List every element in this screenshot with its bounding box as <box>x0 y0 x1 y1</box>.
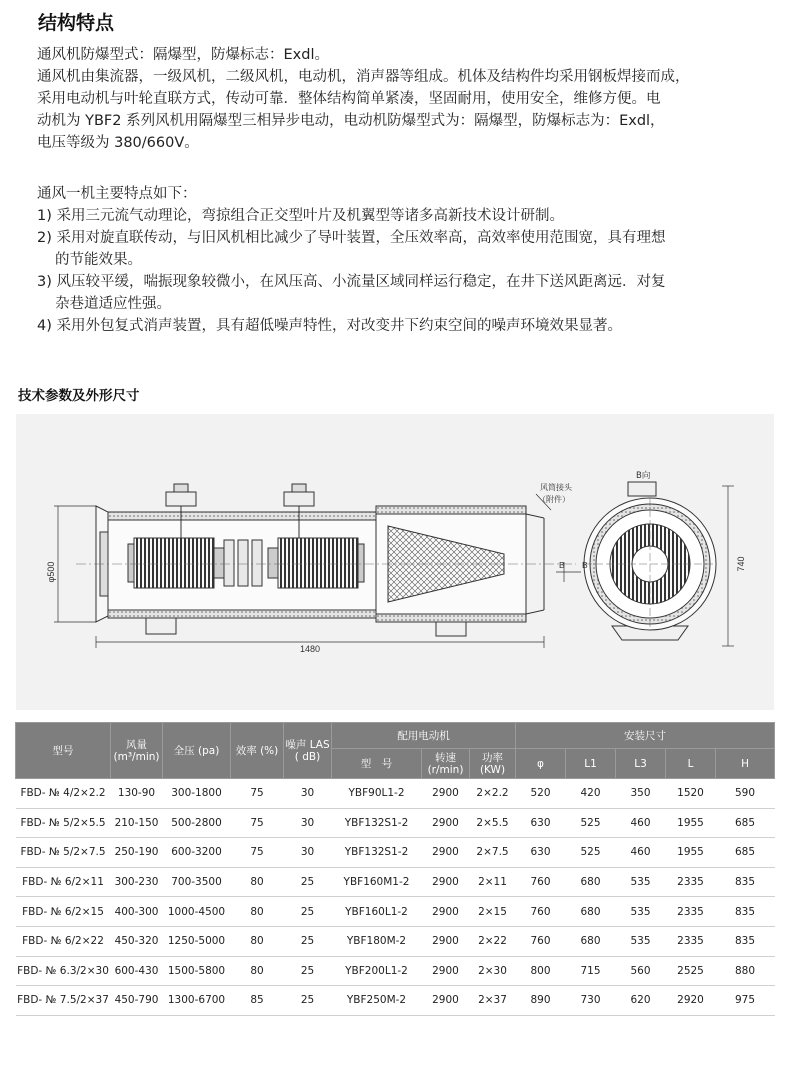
cell-l3: 535 <box>616 897 666 927</box>
cell-noise: 30 <box>284 838 332 868</box>
cell-speed: 2900 <box>422 956 470 986</box>
cell-l1: 715 <box>566 956 616 986</box>
impellers <box>224 540 262 586</box>
cell-model: FBD- № 6/2×22 <box>16 926 111 956</box>
intro-line: 动机为 YBF2 系列风机用隔爆型三相异步电动，电动机防爆型式为：隔爆型，防爆标志为：Exdl， <box>37 113 665 129</box>
cell-pressure: 1500-5800 <box>163 956 231 986</box>
cell-noise: 25 <box>284 956 332 986</box>
feature-item-line: 4) 采用外包复式消声装置，具有超低噪声特性，对改变井下约束空间的噪声环境效果显著。 <box>37 318 622 334</box>
cell-power: 2×5.5 <box>470 808 516 838</box>
cell-noise: 30 <box>284 779 332 809</box>
cell-power: 2×15 <box>470 897 516 927</box>
cell-motor-model: YBF160M1-2 <box>332 867 422 897</box>
cell-h: 590 <box>716 779 775 809</box>
cell-pressure: 600-3200 <box>163 838 231 868</box>
table-row <box>16 867 775 897</box>
cell-h: 975 <box>716 986 775 1016</box>
front-view <box>584 482 716 640</box>
cell-motor-model: YBF160L1-2 <box>332 897 422 927</box>
spec-table-body <box>16 779 775 1016</box>
spec-table <box>15 722 775 1016</box>
col-noise <box>284 723 332 779</box>
cell-pressure: 1000-4500 <box>163 897 231 927</box>
tech-params-title: 技术参数及外形尺寸 <box>18 388 140 404</box>
col-power <box>470 749 516 779</box>
cell-l3: 460 <box>616 838 666 868</box>
cell-motor-model: YBF250M-2 <box>332 986 422 1016</box>
cell-power: 2×22 <box>470 926 516 956</box>
cell-flow: 450-320 <box>111 926 163 956</box>
cell-flow: 600-430 <box>111 956 163 986</box>
feature-item-line: 的节能效果。 <box>55 252 142 268</box>
fan-technical-drawing <box>16 414 774 710</box>
feature-item-line: 3) 风压较平缓，喘振现象较微小，在风压高、小流量区域同样运行稳定，在井下送风距离远．对复 <box>37 274 666 290</box>
col-h: H <box>716 749 775 779</box>
cell-flow: 300-230 <box>111 867 163 897</box>
cell-noise: 25 <box>284 926 332 956</box>
col-speed-label: 转速 <box>435 751 456 764</box>
cell-motor-model: YBF132S1-2 <box>332 808 422 838</box>
cell-l: 2525 <box>666 956 716 986</box>
cell-flow: 250-190 <box>111 838 163 868</box>
connector-sub-label: （附件） <box>538 495 570 504</box>
cell-l1: 420 <box>566 779 616 809</box>
intro-line: 电压等级为 380/660V。 <box>37 135 199 151</box>
col-motor-model: 型 号 <box>332 749 422 779</box>
col-noise-unit: ( dB) <box>294 750 321 763</box>
table-row <box>16 779 775 809</box>
intro-line: 通风机由集流器，一级风机，二级风机，电动机，消声器等组成。机体及结构件均采用钢板焊接而成， <box>37 69 690 85</box>
cell-h: 685 <box>716 808 775 838</box>
feature-item-line: 2) 采用对旋直联传动，与旧风机相比减少了导叶装置，全压效率高，高效率使用范围宽，具有理想 <box>37 230 666 246</box>
cell-l3: 620 <box>616 986 666 1016</box>
height-label: 740 <box>736 556 746 572</box>
cell-h: 835 <box>716 867 775 897</box>
table-row <box>16 838 775 868</box>
cell-flow: 450-790 <box>111 986 163 1016</box>
feature-item-line: 杂巷道适应性强。 <box>55 296 171 312</box>
cell-power: 2×2.2 <box>470 779 516 809</box>
cell-power: 2×11 <box>470 867 516 897</box>
cell-phi: 760 <box>516 867 566 897</box>
col-speed-unit: (r/min) <box>427 763 464 776</box>
cell-l: 2335 <box>666 926 716 956</box>
cell-l: 2920 <box>666 986 716 1016</box>
cell-pressure: 1300-6700 <box>163 986 231 1016</box>
col-power-unit: (KW) <box>479 763 506 776</box>
cell-l: 1955 <box>666 808 716 838</box>
cell-l: 2335 <box>666 867 716 897</box>
cell-speed: 2900 <box>422 926 470 956</box>
cell-noise: 25 <box>284 867 332 897</box>
length-label: 1480 <box>299 644 321 654</box>
cell-efficiency: 80 <box>231 956 284 986</box>
cell-motor-model: YBF180M-2 <box>332 926 422 956</box>
cell-pressure: 300-1800 <box>163 779 231 809</box>
cell-l1: 680 <box>566 867 616 897</box>
col-l1: L1 <box>566 749 616 779</box>
cell-efficiency: 75 <box>231 779 284 809</box>
cell-efficiency: 80 <box>231 926 284 956</box>
cell-model: FBD- № 6/2×11 <box>16 867 111 897</box>
cell-flow: 400-300 <box>111 897 163 927</box>
col-power-label: 功率 <box>482 751 503 764</box>
col-noise-label: 噪声 LAS <box>285 738 330 751</box>
cell-phi: 800 <box>516 956 566 986</box>
cell-l3: 460 <box>616 808 666 838</box>
cell-efficiency: 80 <box>231 897 284 927</box>
cell-phi: 630 <box>516 808 566 838</box>
table-row <box>16 808 775 838</box>
cell-pressure: 500-2800 <box>163 808 231 838</box>
col-model: 型号 <box>16 723 111 779</box>
cell-phi: 520 <box>516 779 566 809</box>
col-flow-unit: (m³/min) <box>113 750 160 763</box>
cell-h: 835 <box>716 897 775 927</box>
view-label: B向 <box>636 471 651 481</box>
cell-phi: 760 <box>516 926 566 956</box>
cell-h: 685 <box>716 838 775 868</box>
features-list <box>37 183 752 337</box>
cell-model: FBD- № 5/2×5.5 <box>16 808 111 838</box>
col-flow <box>111 723 163 779</box>
cell-model: FBD- № 4/2×2.2 <box>16 779 111 809</box>
cell-motor-model: YBF90L1-2 <box>332 779 422 809</box>
intro-paragraph <box>37 44 752 154</box>
cell-l1: 730 <box>566 986 616 1016</box>
col-pressure: 全压 (pa) <box>163 723 231 779</box>
cell-phi: 890 <box>516 986 566 1016</box>
cell-model: FBD- № 5/2×7.5 <box>16 838 111 868</box>
cell-speed: 2900 <box>422 986 470 1016</box>
cell-model: FBD- № 6.3/2×30 <box>16 956 111 986</box>
cell-model: FBD- № 7.5/2×37 <box>16 986 111 1016</box>
cell-l: 1955 <box>666 838 716 868</box>
cell-speed: 2900 <box>422 838 470 868</box>
col-group-install: 安装尺寸 <box>516 723 775 749</box>
cell-l3: 560 <box>616 956 666 986</box>
cell-noise: 25 <box>284 897 332 927</box>
feature-item-line: 1) 采用三元流气动理论，弯掠组合正交型叶片及机翼型等诸多高新技术设计研制。 <box>37 208 564 224</box>
table-row <box>16 986 775 1016</box>
connector-label: 风筒接头 <box>540 483 572 492</box>
table-row <box>16 956 775 986</box>
col-flow-label: 风量 <box>126 738 147 751</box>
cell-h: 880 <box>716 956 775 986</box>
cell-efficiency: 75 <box>231 838 284 868</box>
cell-l1: 680 <box>566 926 616 956</box>
cell-motor-model: YBF132S1-2 <box>332 838 422 868</box>
features-heading: 通风一机主要特点如下： <box>37 186 197 202</box>
cell-speed: 2900 <box>422 779 470 809</box>
col-group-motor: 配用电动机 <box>332 723 516 749</box>
table-row <box>16 897 775 927</box>
cell-speed: 2900 <box>422 897 470 927</box>
table-row <box>16 926 775 956</box>
intro-line: 通风机防爆型式：隔爆型，防爆标志：Exdl。 <box>37 47 329 63</box>
diameter-label: φ500 <box>46 561 56 583</box>
cell-pressure: 1250-5000 <box>163 926 231 956</box>
cell-pressure: 700-3500 <box>163 867 231 897</box>
col-speed <box>422 749 470 779</box>
cell-flow: 210-150 <box>111 808 163 838</box>
cell-speed: 2900 <box>422 867 470 897</box>
cell-model: FBD- № 6/2×15 <box>16 897 111 927</box>
cell-power: 2×37 <box>470 986 516 1016</box>
cell-motor-model: YBF200L1-2 <box>332 956 422 986</box>
cell-noise: 25 <box>284 986 332 1016</box>
cell-l1: 525 <box>566 838 616 868</box>
cell-speed: 2900 <box>422 808 470 838</box>
section-b-label-right: B <box>582 560 588 570</box>
cell-phi: 760 <box>516 897 566 927</box>
cell-l: 2335 <box>666 897 716 927</box>
cell-efficiency: 80 <box>231 867 284 897</box>
col-l3: L3 <box>616 749 666 779</box>
cell-l3: 535 <box>616 926 666 956</box>
cell-h: 835 <box>716 926 775 956</box>
section-b-label: B <box>559 560 565 570</box>
cell-l1: 525 <box>566 808 616 838</box>
cell-noise: 30 <box>284 808 332 838</box>
col-efficiency: 效率 (%) <box>231 723 284 779</box>
section-title: 结构特点 <box>38 12 115 34</box>
col-l: L <box>666 749 716 779</box>
col-phi: φ <box>516 749 566 779</box>
cell-flow: 130-90 <box>111 779 163 809</box>
cell-l1: 680 <box>566 897 616 927</box>
cell-efficiency: 75 <box>231 808 284 838</box>
intro-line: 采用电动机与叶轮直联方式，传动可靠．整体结构简单紧凑，坚固耐用，使用安全，维修方便。电 <box>37 91 661 107</box>
cell-l3: 535 <box>616 867 666 897</box>
cell-efficiency: 85 <box>231 986 284 1016</box>
cell-l: 1520 <box>666 779 716 809</box>
cell-power: 2×7.5 <box>470 838 516 868</box>
cell-power: 2×30 <box>470 956 516 986</box>
cell-phi: 630 <box>516 838 566 868</box>
cell-l3: 350 <box>616 779 666 809</box>
